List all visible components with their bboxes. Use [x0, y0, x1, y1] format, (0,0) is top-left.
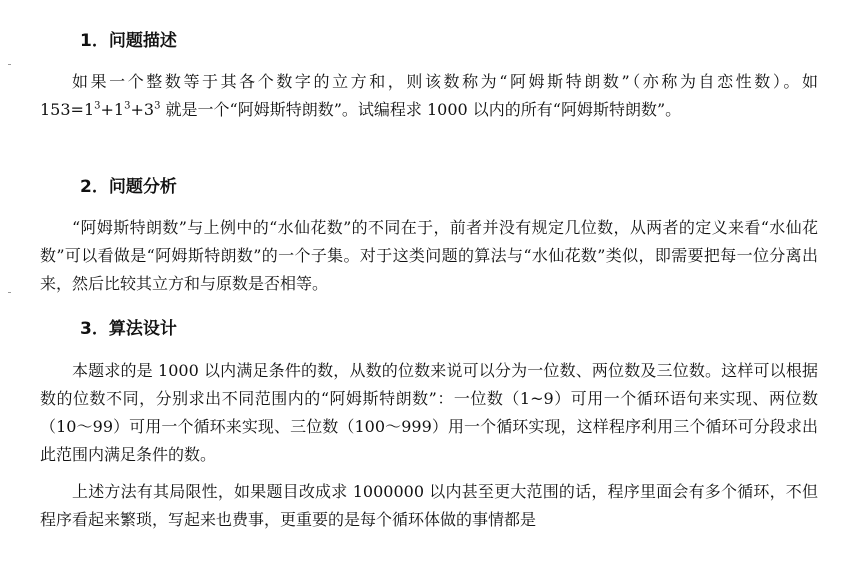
paragraph-problem-analysis: “阿姆斯特朗数”与上例中的“水仙花数”的不同在于，前者并没有规定几位数，从两者的定义来看“水仙花数”可以看做是“阿姆斯特朗数”的一个子集。对于这类问题的算法与“水仙花数”类似，即需要把每一位分离出来，然后比较其立方和与原数是否相等。	[40, 218, 818, 293]
section-heading-algorithm-design: 3．算法设计	[80, 319, 177, 339]
superscript: 3	[154, 100, 161, 112]
scan-artifact	[8, 64, 11, 65]
section-heading-problem-description: 1．问题描述	[80, 31, 177, 51]
paragraph-algorithm-design-1: 本题求的是 1000 以内满足条件的数，从数的位数来说可以分为一位数、两位数及三位数。这样可以根据数的位数不同，分别求出不同范围内的“阿姆斯特朗数”：一位数（1~9）可用一个循环语句来实现、两位数（10～99）可用一个循环来实现、三位数（100～999）用一个循环实现，这样程序利用三个循环可分段求出此范围内满足条件的数。	[40, 361, 818, 464]
paragraph-problem-description	[40, 68, 818, 124]
superscript: 3	[124, 100, 131, 112]
text-run: +1	[100, 100, 125, 119]
text-run: +3	[130, 100, 155, 119]
scan-artifact	[8, 292, 11, 293]
text-run: 如果一个整数等于其各个数字的立方和，则该数称为“阿姆斯特朗数”（亦称为自恋性数）。如 153=1	[40, 72, 818, 119]
paragraph-algorithm-design-2: 上述方法有其局限性，如果题目改成求 1000000 以内甚至更大范围的话，程序里面会有多个循环，不但程序看起来繁琐，写起来也费事，更重要的是每个循环体做的事情都是	[40, 482, 818, 529]
text-run: 就是一个“阿姆斯特朗数”。试编程求 1000 以内的所有“阿姆斯特朗数”。	[160, 100, 682, 119]
section-heading-problem-analysis: 2．问题分析	[80, 177, 177, 197]
superscript: 3	[94, 100, 101, 112]
